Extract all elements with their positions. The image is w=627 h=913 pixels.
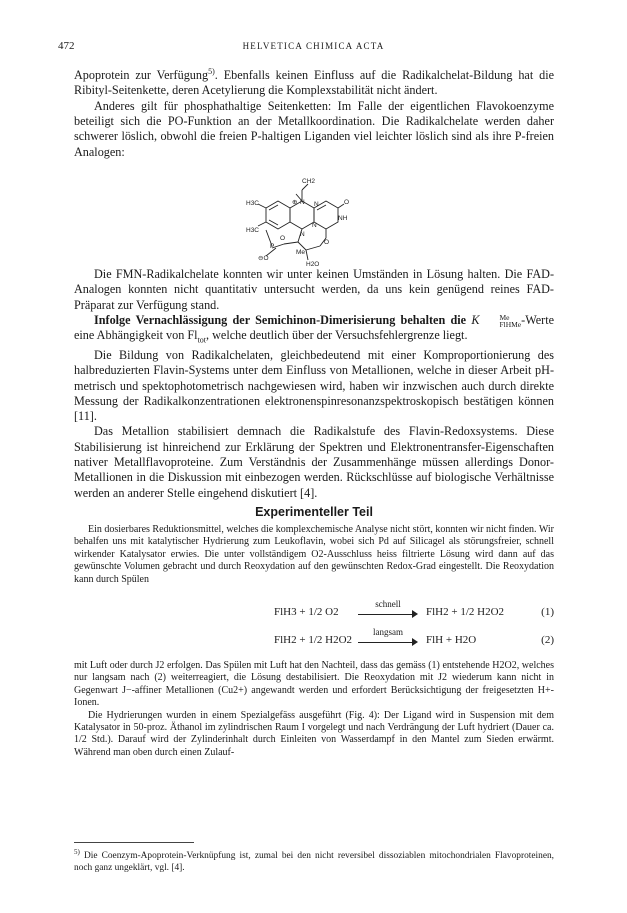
label-p: P xyxy=(270,243,275,250)
k-indices xyxy=(479,314,521,328)
label-ch2: CH2 xyxy=(302,178,316,185)
k-superscript: Me xyxy=(499,313,510,323)
label-o-p: O xyxy=(280,235,286,242)
label-n-top: N xyxy=(314,201,319,208)
eq1-arrow-line xyxy=(358,614,414,615)
label-n-ring: N xyxy=(300,199,305,206)
label-o-minus: ⊖O xyxy=(258,255,269,262)
equation-2 xyxy=(74,627,554,648)
eq2-label: langsam xyxy=(373,627,403,637)
k-subscript: FlHMe xyxy=(499,320,522,330)
experimental-p3: Die Hydrierungen wurden in einem Spezialgefäss ausgeführt (Fig. 4): Der Ligand wird in Suspension mit dem Katalysator in 50-proz. Äthanol im zylindrischen Raum I vorgelegt und nach Verdrängung der Luft hydriert (Dauer ca. 1/2 Std.). Darauf wird der Zylinderinhalt durch Einleiten von Wasserdampf in den Mantel zum Sieden erwärmt. Während man oben durch einen Zulauf- xyxy=(74,709,554,758)
experimental-paragraph-2 xyxy=(74,660,554,759)
footnote-text: Die Coenzym-Apoprotein-Verknüpfung ist, zumal bei den nicht reversibel dissoziablen mitochondrialen Flavoproteinen, noch ganz ungeklärt, vgl. [4]. xyxy=(74,851,555,874)
eq2-number: (2) xyxy=(541,634,554,646)
paragraph-4 xyxy=(74,313,554,348)
footnote xyxy=(74,846,554,874)
main-text xyxy=(74,267,554,501)
eq2-rhs: FlH + H2O xyxy=(426,634,477,646)
experimental-p1: Ein dosierbares Reduktionsmittel, welches die komplexchemische Analyse nicht stört, konnten wir nicht finden. Wir behalfen uns mit katalytischer Hydrierung zum Leukoflavin, wobei sich Pd auf Silicagel als störungsfreier, schnell wirkender Katalysator erwies. Die unter vollständigem O2-Ausschluss heiss filtrierte Lösung wird dann auf das gewünschte Volumen gebracht und durch Reoxydation auf den gewünschten Redox-Grad eingestellt. Die Reoxydation kann durch Spülen xyxy=(74,524,554,585)
footnote-rule xyxy=(74,842,194,843)
eq2-lhs: FlH2 + 1/2 H2O2 xyxy=(274,634,353,646)
paragraph-2: Anderes gilt für phosphathaltige Seitenketten: Im Falle der eigentlichen Flavokoenzyme beteiligt sich die PO-Funktion an der Metallkoordination. Die Radikalchelate werden daher schwerer löslich, obwohl die freien P-haltigen Liganden viel leichter löslich sind als ihre P-freien Analogen: xyxy=(74,98,554,159)
equation-1 xyxy=(74,599,554,620)
label-charge: ⊕ xyxy=(292,199,298,206)
label-n-bottom: N xyxy=(300,231,305,238)
label-o-top: O xyxy=(344,199,350,206)
paragraph-1-text-end: . Ebenfalls keinen Einfluss auf die Radikalchelat-Bildung hat die Ribityl-Seitenkette, deren Acetylierung die Komplexstabilität nicht ändert. xyxy=(74,68,554,98)
label-me: Me xyxy=(296,249,306,256)
paragraph-4-text-end: , welche deutlich über der Versuchsfehlergrenze liegt. xyxy=(206,328,468,343)
page-number: 472 xyxy=(58,40,75,52)
eq1-arrow-head xyxy=(412,610,418,618)
section-heading: Experimenteller Teil xyxy=(255,505,373,519)
fl-subscript: tot xyxy=(197,335,207,345)
paragraph-5: Die Bildung von Radikalchelaten, gleichbedeutend mit einer Komproportionierung des halbreduzierten Flavin-Systems unter dem Einfluss von Metallionen, welche in dieser Arbeit pH-metrisch und spektophotometrisch nachgewiesen wird, haben wir inzwischen auch durch direkte Messung der Radikalkonzentrationen elektronenspinresonanzspektroskopisch bestätigen können [11]. xyxy=(74,347,554,424)
paragraph-4-lead: Infolge Vernachlässigung der Semichinon-Dimerisierung behalten die xyxy=(94,312,472,327)
paragraph-6: Das Metallion stabilisiert demnach die Radikalstufe des Flavin-Redoxsystems. Diese Stabilisierung ist hinreichend zur Erklärung der Spektren und Elektronentransfer-Eigenschaften nativer Metallflavoproteine. Zum Verständnis der Zusammenhänge müssen allerdings Donor-Metallionen in die Diskussion mit einbezogen werden. Rückschlüsse auf biologische Verhältnisse werden an anderer Stelle eingehend diskutiert [4]. xyxy=(74,424,554,500)
label-nh: NH xyxy=(338,215,348,222)
chemical-structure xyxy=(236,174,356,270)
k-symbol: K xyxy=(471,312,480,327)
eq1-number: (1) xyxy=(541,606,554,618)
eq1-lhs: FlH3 + 1/2 O2 xyxy=(274,606,339,618)
eq1-label: schnell xyxy=(375,599,401,609)
running-header xyxy=(58,40,569,56)
footnote-ref: 5) xyxy=(208,67,215,76)
experimental-paragraph-1 xyxy=(74,524,554,586)
experimental-p2: mit Luft oder durch J2 erfolgen. Das Spülen mit Luft hat den Nachteil, dass das gemäss (1) entstehende H2O2, welches nur langsam nach (2) weiterreagiert, die Lösung destabilisiert. Die Reoxydation mit J2 wiederum kann nicht in Gegenwart J−-affiner Metallionen (Cu2+) angewandt werden und erfordert Berücksichtigung der freigesetzten H+-Ionen. xyxy=(74,660,554,709)
label-h2o: H2O xyxy=(306,261,320,268)
label-o-bottom: O xyxy=(324,239,330,246)
journal-title: HELVETICA CHIMICA ACTA xyxy=(242,41,385,51)
paragraph-1-text: Apoprotein zur Verfügung xyxy=(74,68,209,83)
paragraph-4-text: -Werte eine Abhängigkeit von Fl xyxy=(74,312,554,343)
label-h3c-top: H3C xyxy=(246,200,260,207)
intro-text xyxy=(74,64,554,160)
footnote-marker: 5) xyxy=(74,848,80,856)
eq2-arrow-line xyxy=(358,642,414,643)
eq2-arrow xyxy=(358,627,418,648)
eq1-arrow xyxy=(358,599,418,620)
label-h3c-bottom: H3C xyxy=(246,227,260,234)
eq1-rhs: FlH2 + 1/2 H2O2 xyxy=(426,606,505,618)
paragraph-3: Die FMN-Radikalchelate konnten wir unter keinen Umständen in Lösung halten. Die FAD-Analogen konnten nicht quantitativ untersucht werden, da uns kein genügend reines FAD-Präparat zur Verfügung stand. xyxy=(74,267,554,312)
label-n-right: N xyxy=(312,222,317,229)
eq2-arrow-head xyxy=(412,638,418,646)
paragraph-1 xyxy=(74,64,554,99)
